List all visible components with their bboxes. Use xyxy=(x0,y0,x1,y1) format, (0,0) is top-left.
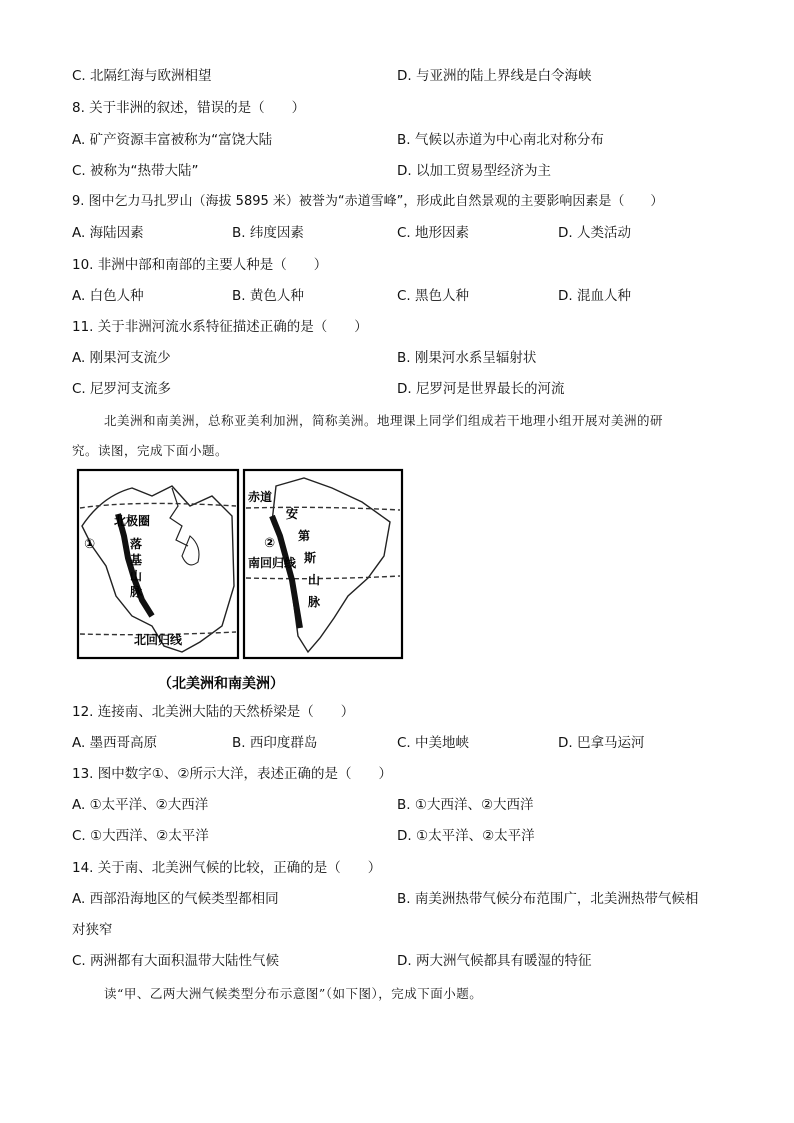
q8-stem: 8. 关于非洲的叙述，错误的是（ ） xyxy=(72,100,306,116)
q11-option-d: D. 尼罗河是世界最长的河流 xyxy=(397,381,565,397)
q9-option-d: D. 人类活动 xyxy=(558,225,631,241)
q10-option-b: B. 黄色人种 xyxy=(232,288,304,304)
q13-option-d: D. ①太平洋、②太平洋 xyxy=(397,828,535,844)
q8-option-b: B. 气候以赤道为中心南北对称分布 xyxy=(397,132,604,148)
q7-option-d: D. 与亚洲的陆上界线是白令海峡 xyxy=(397,68,592,84)
q12-option-b: B. 西印度群岛 xyxy=(232,735,318,751)
q14-stem: 14. 关于南、北美洲气候的比较，正确的是（ ） xyxy=(72,860,382,876)
label-andes-2: 第 xyxy=(298,529,311,543)
q10-option-d: D. 混血人种 xyxy=(558,288,631,304)
q14-option-b: B. 南美洲热带气候分布范围广，北美洲热带气候相 xyxy=(397,891,699,907)
q9-option-a: A. 海陆因素 xyxy=(72,225,144,241)
q8-option-a: A. 矿产资源丰富被称为“富饶大陆 xyxy=(72,132,273,148)
q12-stem: 12. 连接南、北美洲大陆的天然桥梁是（ ） xyxy=(72,704,355,720)
label-tropic-cancer: 北回归线 xyxy=(134,633,183,647)
q12-option-a: A. 墨西哥高原 xyxy=(72,735,158,751)
q11-option-a: A. 刚果河支流少 xyxy=(72,350,171,366)
label-rockies-2: 基 xyxy=(130,553,143,567)
q12-option-c: C. 中美地峡 xyxy=(397,735,470,751)
q9-stem: 9. 图中乞力马扎罗山（海拔 5895 米）被誉为“赤道雪峰”，形成此自然景观的主要影响因素是（ ） xyxy=(72,194,664,209)
q14-option-d: D. 两大洲气候都具有暖湿的特征 xyxy=(397,953,592,969)
q13-stem: 13. 图中数字①、②所示大洋，表述正确的是（ ） xyxy=(72,766,392,782)
q11-stem: 11. 关于非洲河流水系特征描述正确的是（ ） xyxy=(72,319,368,335)
q10-option-c: C. 黑色人种 xyxy=(397,288,470,304)
north-america-map xyxy=(78,470,238,658)
q8-option-c: C. 被称为“热带大陆” xyxy=(72,163,199,179)
q10-stem: 10. 非洲中部和南部的主要人种是（ ） xyxy=(72,257,328,273)
americas-map-figure xyxy=(72,466,408,698)
q11-option-c: C. 尼罗河支流多 xyxy=(72,381,172,397)
q11-option-b: B. 刚果河水系呈辐射状 xyxy=(397,350,537,366)
q13-option-c: C. ①大西洋、②太平洋 xyxy=(72,828,209,844)
q10-option-a: A. 白色人种 xyxy=(72,288,144,304)
q9-option-c: C. 地形因素 xyxy=(397,225,470,241)
intro-paragraph-line1: 北美洲和南美洲，总称亚美利加洲，简称美洲。地理课上同学们组成若干地理小组开展对美洲的研 xyxy=(104,413,664,428)
label-equator: 赤道 xyxy=(248,490,273,504)
label-andes-3: 斯 xyxy=(304,551,317,565)
q12-option-d: D. 巴拿马运河 xyxy=(558,735,645,751)
intro-paragraph-line2: 究。读图，完成下面小题。 xyxy=(72,443,229,458)
q13-option-b: B. ①大西洋、②大西洋 xyxy=(397,797,534,813)
label-andes-5: 脉 xyxy=(308,595,321,609)
q14-option-c: C. 两洲都有大面积温带大陆性气候 xyxy=(72,953,280,969)
q13-option-a: A. ①太平洋、②大西洋 xyxy=(72,797,209,813)
q9-option-b: B. 纬度因素 xyxy=(232,225,304,241)
label-andes-1: 安 xyxy=(286,507,299,521)
label-rockies-1: 落 xyxy=(130,537,143,551)
label-rockies-4: 脉 xyxy=(130,585,143,599)
label-ocean-1: ① xyxy=(84,537,96,552)
south-america-map xyxy=(244,470,402,658)
label-rockies-3: 山 xyxy=(130,569,143,583)
q14-option-b-continued: 对狭窄 xyxy=(72,922,113,938)
label-andes-4: 山 xyxy=(308,573,321,587)
q14-option-a: A. 西部沿海地区的气候类型都相同 xyxy=(72,891,279,907)
q7-option-c: C. 北隔红海与欧洲相望 xyxy=(72,68,212,84)
label-tropic-capricorn: 南回归线 xyxy=(248,556,297,570)
map-caption: （北美洲和南美洲） xyxy=(158,676,284,692)
label-arctic-circle: 北极圈 xyxy=(114,514,151,528)
q8-option-d: D. 以加工贸易型经济为主 xyxy=(397,163,551,179)
label-ocean-2: ② xyxy=(264,536,276,551)
intro-paragraph-2: 读“甲、乙两大洲气候类型分布示意图”（如下图），完成下面小题。 xyxy=(104,986,483,1001)
